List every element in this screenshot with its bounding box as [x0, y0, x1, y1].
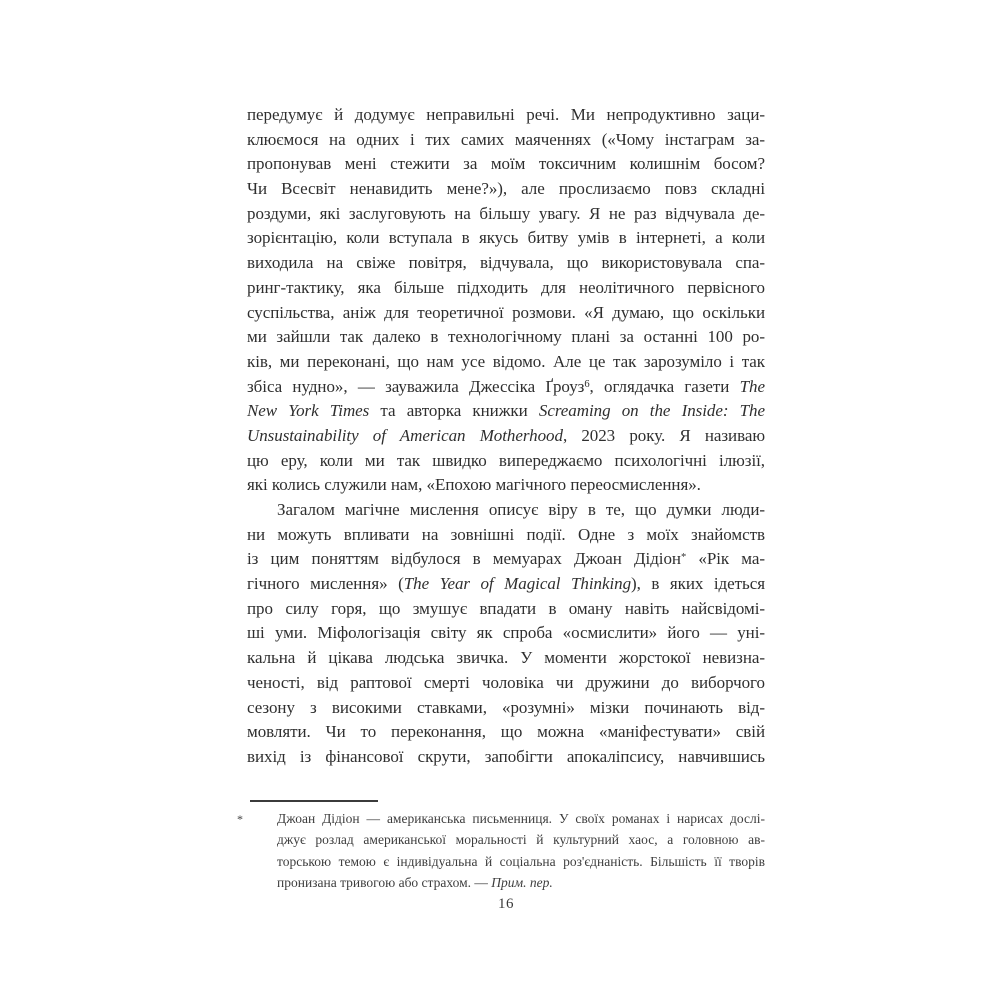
text-line: ми зайшли так далеко в технологічному плані за останні 100 ро- — [247, 327, 765, 347]
text-line: New York Times та авторка книжки Screaming on the Inside: The — [247, 401, 765, 421]
text-line: передумує й додумує неправильні речі. Ми непродуктивно заци- — [247, 105, 765, 124]
text-line: вихід із фінансової скрути, запобігти апокаліпсису, навчившись — [247, 746, 765, 766]
text-line: цю еру, коли ми так швидко випереджаємо психологічні ілюзії, — [247, 450, 765, 470]
text-line: Unsustainability of American Motherhood, 2023 року. Я називаю — [247, 425, 765, 445]
text-line: клюємося на одних і тих самих маяченнях («Чому інстаграм за- — [247, 129, 765, 149]
text-line: зорієнтацію, коли вступала в якусь битву умів в інтернеті, а коли — [247, 228, 765, 248]
footnote — [237, 808, 765, 894]
footnote-line: джує розлад американської моральності й культурний хаос, а головною ав- — [277, 832, 765, 848]
text-line: Загалом магічне мислення описує віру в те, що думки люди- — [277, 500, 765, 519]
text-line: із цим поняттям відбулося в мемуарах Джоан Дідіон* «Рік ма- — [247, 549, 765, 569]
text-line: які колись служили нам, «Епохою магічного переосмислення». — [247, 475, 701, 495]
text-line: ринг-тактику, яка більше підходить для неолітичного первісного — [247, 277, 765, 297]
footnote-marker: * — [237, 812, 243, 826]
footnote-line: Джоан Дідіон — американська письменниця. У своїх романах і нарисах дослі- — [277, 811, 765, 826]
text-line: роздуми, які заслуговують на більшу увагу. Я не раз відчувала де- — [247, 203, 765, 223]
text-line: про силу горя, що змушує впадати в оману навіть найсвідомі- — [247, 598, 765, 618]
text-line: сезону з високими ставками, «розумні» мізки починають від- — [247, 697, 765, 717]
page-number: 16 — [498, 896, 514, 912]
text-line: ків, ми переконані, що нам усе відомо. Але це так зарозуміло і так — [247, 351, 765, 371]
text-line: виходила на свіже повітря, відчувала, що використовувала спа- — [247, 253, 765, 273]
text-line: збіса нудно», — зауважила Джессіка Ґроуз$^6$, оглядачка газети The — [247, 376, 765, 396]
text-line: Чи Всесвіт ненавидить мене?»), але прослизаємо повз складні — [247, 179, 765, 199]
text-line: суспільства, аніж для теоретичної розмови. «Я думаю, що оскільки — [247, 302, 765, 322]
footnote-line: пронизана тривогою або страхом. — Прим. пер. — [277, 875, 553, 891]
text-line: мовляти. Чи то переконання, що можна «маніфестувати» свій — [247, 722, 765, 742]
footnote-line: торською темою є індивідуальна й соціальна роз'єднаність. Більшість її творів — [277, 853, 765, 869]
text-line: ші уми. Міфологізація світу як спроба «осмислити» його — уні- — [247, 623, 765, 643]
footnote-lines — [277, 808, 765, 894]
text-line: ченості, від раптової смерті чоловіка чи дружини до виборчого — [247, 672, 765, 692]
body-text — [247, 103, 765, 770]
footnote-divider — [250, 800, 378, 802]
text-line: кальна й цікава людська звичка. У моменти жорстокої невизна- — [247, 648, 765, 668]
text-line: ни можуть впливати на зовнішні події. Одне з моїх знайомств — [247, 524, 765, 544]
text-line: гічного мислення» (The Year of Magical Thinking), в яких ідеться — [247, 574, 766, 594]
text-line: пропонував мені стежити за моїм токсичним колишнім босом? — [247, 154, 765, 174]
